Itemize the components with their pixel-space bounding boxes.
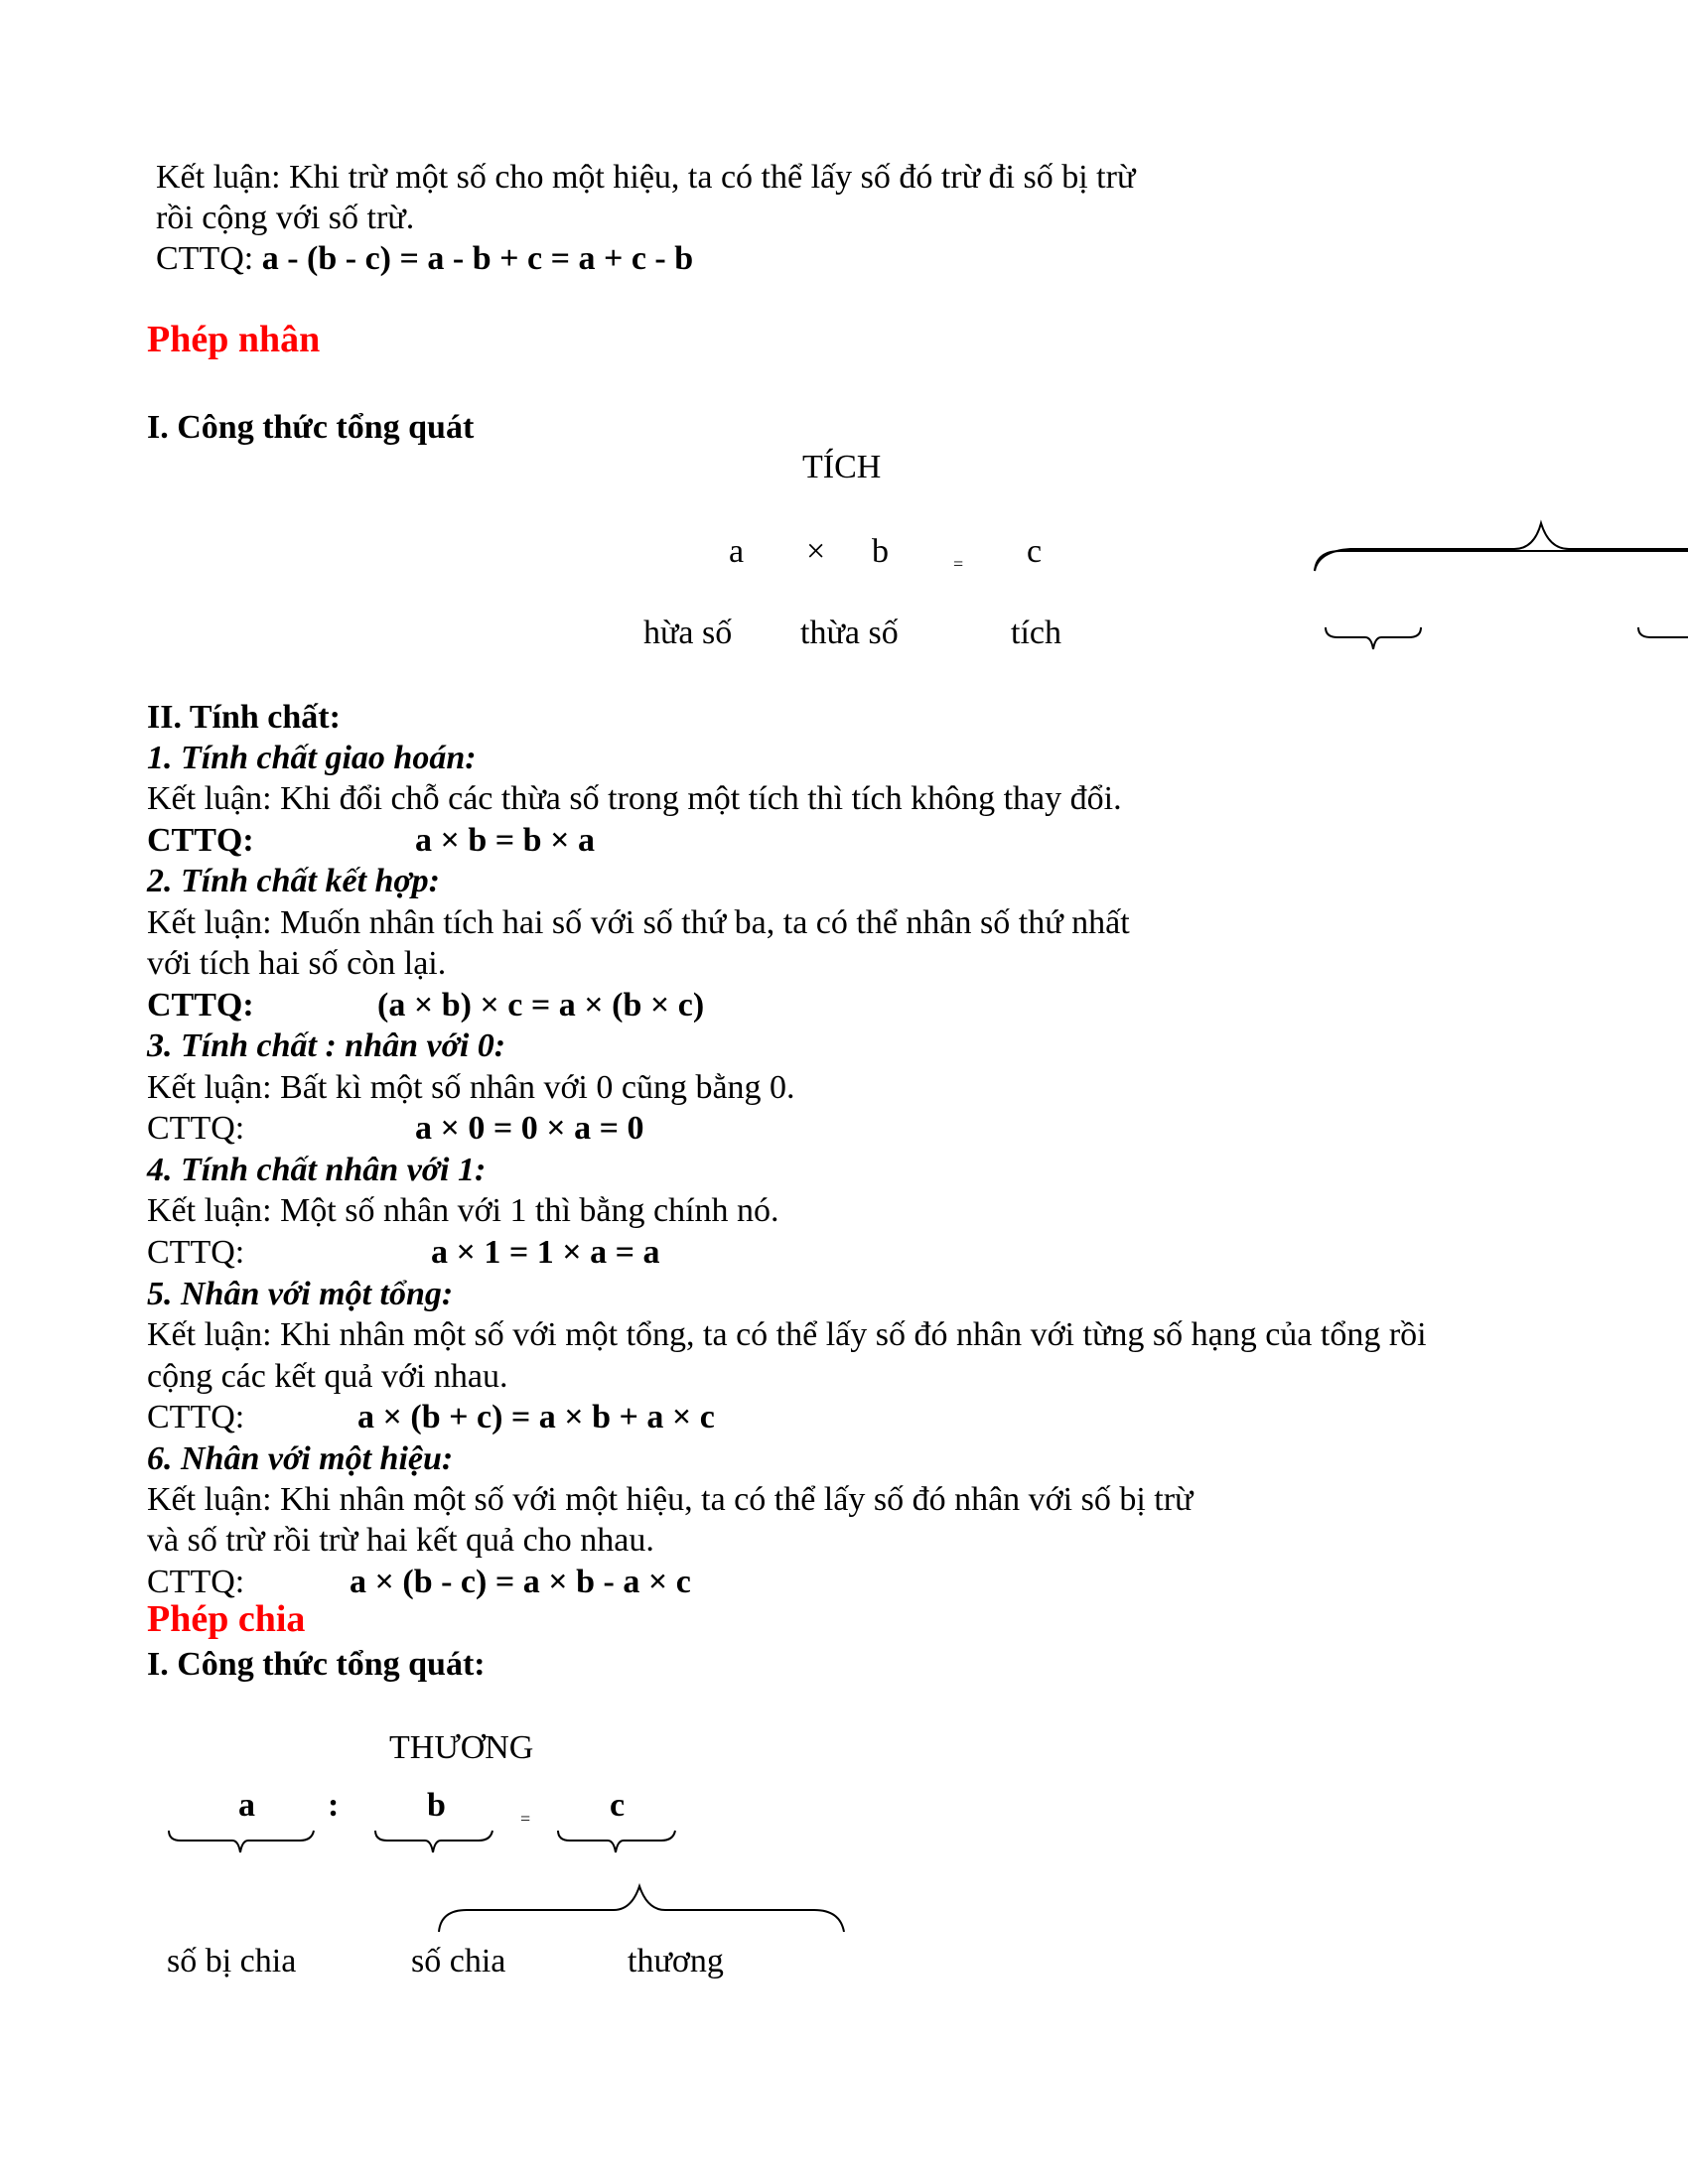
property-6-formula: a × (b - c) = a × b - a × c (350, 1564, 691, 1600)
label-divisor: số chia (411, 1943, 506, 1979)
dividend-a: a (238, 1787, 255, 1824)
property-6-cttq: CTTQ: (147, 1564, 245, 1600)
cttq-label: CTTQ: (156, 240, 262, 277)
property-1-conclusion: Kết luận: Khi đổi chỗ các thừa số trong một tích thì tích không thay đổi. (147, 780, 1122, 817)
intro-line-1: Kết luận: Khi trừ một số cho một hiệu, ta có thể lấy số đó trừ đi số bị trừ (156, 159, 1136, 196)
division-section-1: I. Công thức tổng quát: (147, 1646, 486, 1683)
property-6-conclusion-2: và số trừ rồi trừ hai kết quả cho nhau. (147, 1522, 654, 1559)
product-brace-edge (1636, 625, 1688, 655)
cttq-formula: a - (b - c) = a - b + c = a + c - b (261, 240, 694, 277)
multiplication-section-2: II. Tính chất: (147, 699, 341, 736)
property-5-title: 5. Nhân với một tổng: (147, 1276, 454, 1312)
property-5-cttq: CTTQ: (147, 1399, 245, 1435)
product-top-label: TÍCH (802, 449, 882, 485)
property-1-formula: a × b = b × a (415, 822, 595, 859)
property-3-title: 3. Tính chất : nhân với 0: (147, 1027, 506, 1064)
property-2-cttq (147, 985, 254, 1025)
operand-a: a (729, 533, 745, 570)
multiplication-section-1: I. Công thức tổng quát (147, 409, 475, 446)
property-5-conclusion-2: cộng các kết quả với nhau. (147, 1358, 508, 1395)
property-4-cttq: CTTQ: (147, 1234, 245, 1271)
label-dividend: số bị chia (167, 1943, 297, 1979)
property-2-formula: (a × b) × c = a × (b × c) (377, 987, 705, 1024)
property-3-formula: a × 0 = 0 × a = 0 (415, 1110, 644, 1147)
division-equals-sign: = (520, 1809, 531, 1829)
property-3-cttq: CTTQ: (147, 1110, 245, 1147)
operand-c: c (1027, 533, 1043, 570)
label-factor-2: thừa số (800, 614, 899, 651)
quotient-group-brace (437, 1884, 846, 1934)
property-5-conclusion-1: Kết luận: Khi nhân một số với một tổng, ta có thể lấy số đó nhân với từng số hạng của tổng rồi (147, 1316, 1427, 1353)
dividend-brace (167, 1829, 316, 1858)
equals-sign: = (953, 554, 964, 574)
property-4-conclusion: Kết luận: Một số nhân với 1 thì bằng chính nó. (147, 1192, 779, 1229)
division-heading: Phép chia (147, 1598, 306, 1640)
divisor-brace (373, 1829, 494, 1858)
property-3-conclusion: Kết luận: Bất kì một số nhân với 0 cũng bằng 0. (147, 1069, 795, 1106)
divide-sign: : (328, 1787, 340, 1824)
property-4-formula: a × 1 = 1 × a = a (431, 1234, 660, 1271)
factor-brace-small (1324, 625, 1423, 655)
times-sign: × (806, 533, 826, 570)
intro-line-2: rồi cộng với số trừ. (156, 200, 415, 236)
label-quotient: thương (628, 1943, 724, 1979)
property-4-title: 4. Tính chất nhân với 1: (147, 1152, 487, 1188)
product-brace-top (1311, 521, 1688, 576)
property-2-conclusion-1: Kết luận: Muốn nhân tích hai số với số thứ ba, ta có thể nhân số thứ nhất (147, 904, 1130, 941)
property-2-conclusion-2: với tích hai số còn lại. (147, 945, 447, 982)
property-2-title: 2. Tính chất kết hợp: (147, 863, 440, 899)
cttq-label: CTTQ: (147, 987, 254, 1024)
intro-cttq (156, 238, 693, 279)
cttq-label: CTTQ: (147, 822, 254, 859)
quotient-brace (556, 1829, 677, 1858)
label-product: tích (1011, 614, 1061, 651)
quotient-top-label: THƯƠNG (389, 1729, 534, 1766)
multiplication-heading: Phép nhân (147, 319, 321, 360)
property-1-cttq (147, 820, 254, 861)
operand-b: b (872, 533, 889, 570)
property-1-title: 1. Tính chất giao hoán: (147, 740, 477, 776)
property-5-formula: a × (b + c) = a × b + a × c (357, 1399, 715, 1435)
property-6-conclusion-1: Kết luận: Khi nhân một số với một hiệu, ta có thể lấy số đó nhân với số bị trừ (147, 1481, 1194, 1518)
divisor-b: b (427, 1787, 446, 1824)
label-factor-1: hừa số (643, 614, 733, 651)
property-6-title: 6. Nhân với một hiệu: (147, 1440, 454, 1477)
quotient-c: c (610, 1787, 626, 1824)
